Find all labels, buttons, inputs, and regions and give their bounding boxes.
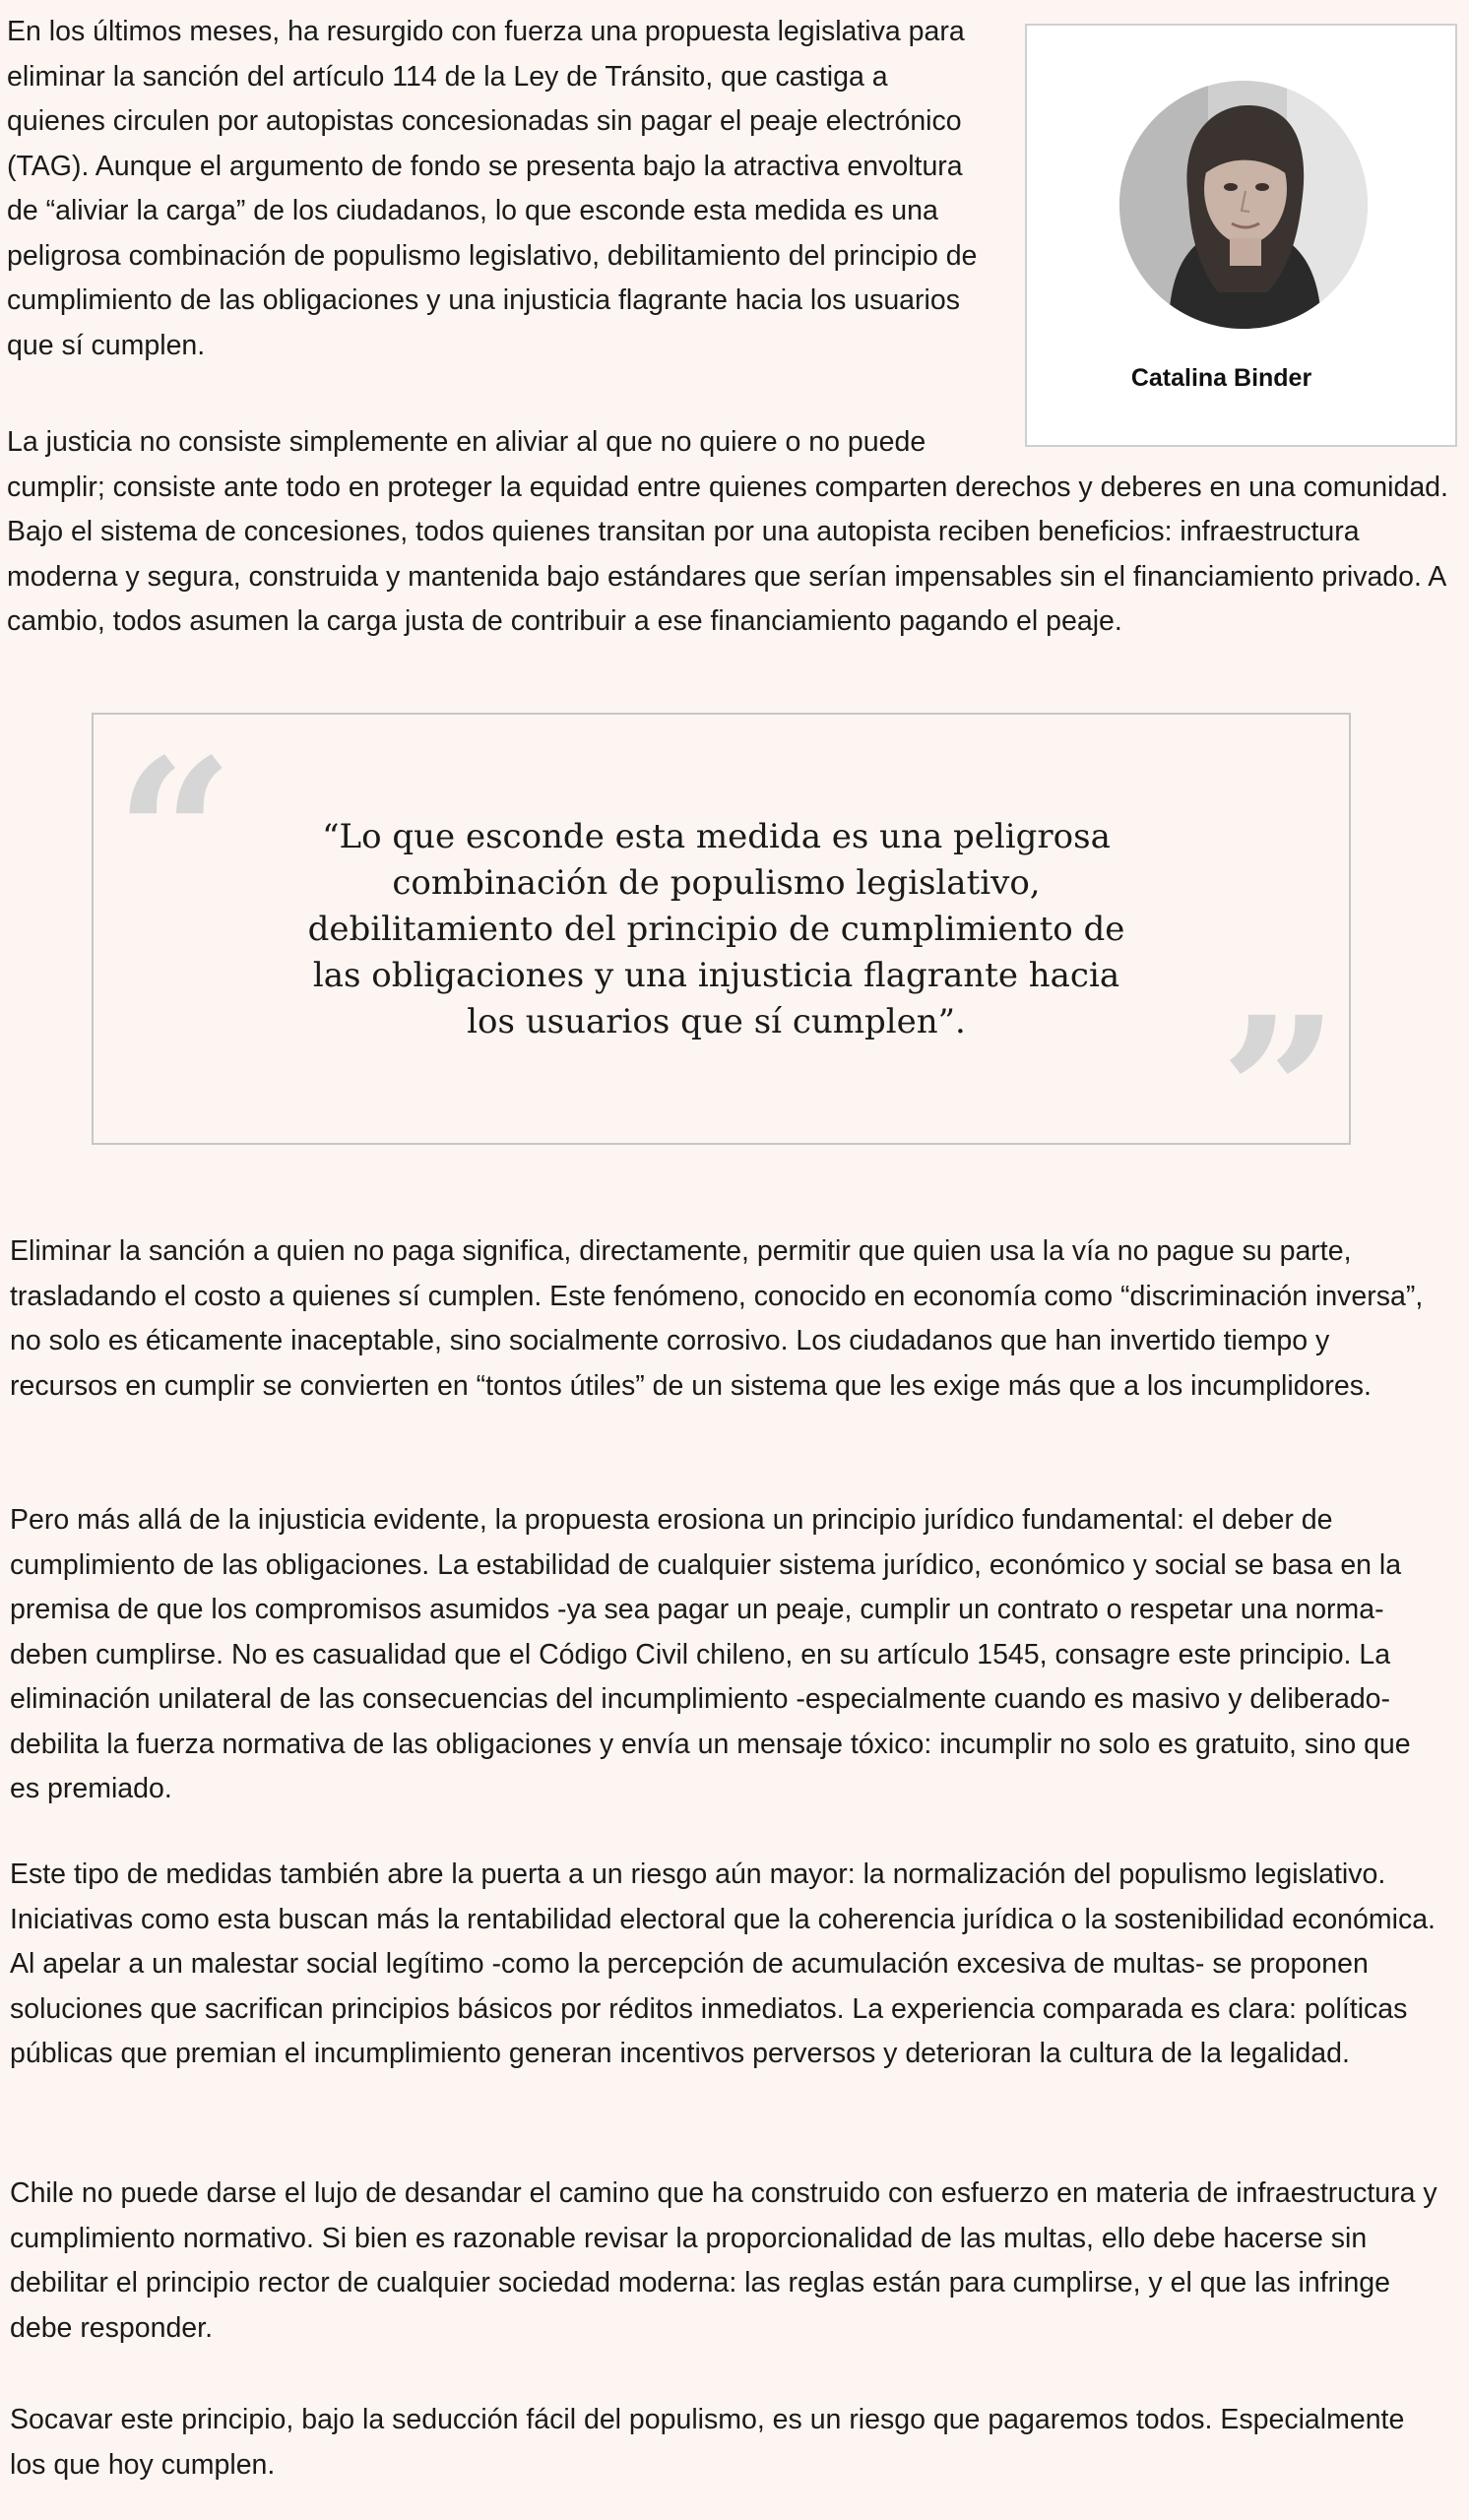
article-paragraph: Pero más allá de la injusticia evidente, la propuesta erosiona un principio jurídico fundamental: el deber de cumplimiento de las obligaciones. La estabilidad de cualquier sistema jurídico, económico y social se basa en la premisa de que los compromisos asumidos -ya sea pagar un peaje, cumplir un contrato o respetar una norma- deben cumplirse. No es casualidad que el Código Civil chileno, en su artículo 1545, consagre este principio. La eliminación unilateral de las consecuencias del incumplimiento -especialmente cuando es masivo y deliberado- debilita la fuerza normativa de las obligaciones y envía un mensaje tóxico: incumplir no solo es gratuito, sino que es premiado. — [10, 1504, 1411, 1804]
article-paragraph: En los últimos meses, ha resurgido con fuerza una propuesta legislativa para eliminar la sanción del artículo 114 de la Ley de Tránsito, que castiga a quienes circulen por autopistas concesionadas sin pagar el peaje electrónico (TAG). Aunque el argumento de fondo se presenta bajo la atractiva envoltura de “aliviar la carga” de los ciudadanos, lo que esconde esta medida es una peligrosa combinación de populismo legislativo, debilitamiento del principio de cumplimiento de las obligaciones y una injusticia flagrante hacia los usuarios que sí cumplen. — [7, 16, 978, 361]
author-name: Catalina Binder — [1130, 364, 1312, 392]
article-paragraph-text: La justicia no consiste simplemente en aliviar al que no quiere o no puede cumplir; consiste ante todo en proteger la equidad entre quienes comparten derechos y deberes en una comunidad. Bajo el sistema de concesiones, todos quienes transitan por una autopista reciben beneficios: infraestructura moderna y segura, construida y mantenida bajo estándares que serían impensables sin el financiamiento privado. A cambio, todos asumen la carga justa de contribuir a ese financiamiento pagando el peaje. — [7, 426, 1448, 637]
article-paragraph: Socavar este principio, bajo la seducción fácil del populismo, es un riesgo que pagaremos todos. Especialmente los que hoy cumplen. — [10, 2404, 1405, 2481]
pull-quote-text: “Lo que esconde esta medida es una peligrosa combinación de populismo legislativo, debilitamiento del principio de cumplimiento de las obligaciones y una injusticia flagrante hacia los usuarios que sí cumplen”. — [307, 817, 1125, 1041]
article-paragraph: Este tipo de medidas también abre la puerta a un riesgo aún mayor: la normalización del populismo legislativo. Iniciativas como esta buscan más la rentabilidad electoral que la coherencia jurídica o la sostenibilidad económica. Al apelar a un malestar social legítimo -como la percepción de acumulación excesiva de multas- se proponen soluciones que sacrifican principios básicos por réditos inmediatos. La experiencia comparada es clara: políticas públicas que premian el incumplimiento generan incentivos perversos y deterioran la cultura de la legalidad. — [10, 1858, 1436, 2069]
article-paragraph — [7, 420, 1454, 645]
close-quote-icon: ” — [1220, 972, 1339, 1215]
float-spacer — [982, 420, 1454, 460]
pull-quote — [92, 713, 1351, 1215]
article-paragraph: Eliminar la sanción a quien no paga significa, directamente, permitir que quien usa la vía no pague su parte, trasladando el costo a quienes sí cumplen. Este fenómeno, conocido en economía como “discriminación inversa”, no solo es éticamente inaceptable, sino socialmente corrosivo. Los ciudadanos que han invertido tiempo y recursos en cumplir se convierten en “tontos útiles” de un sistema que les exige más que a los incumplidores. — [10, 1235, 1424, 1402]
author-card — [1025, 24, 1457, 447]
open-quote-icon: “ — [115, 714, 234, 957]
article-paragraph: Chile no puede darse el lujo de desandar el camino que ha construido con esfuerzo en materia de infraestructura y cumplimiento normativo. Si bien es razonable revisar la proporcionalidad de las multas, ello debe hacerse sin debilitar el principio rector de cualquier sociedad moderna: las reglas están para cumplirse, y el que las infringe debe responder. — [10, 2177, 1437, 2344]
author-photo — [1119, 81, 1368, 329]
